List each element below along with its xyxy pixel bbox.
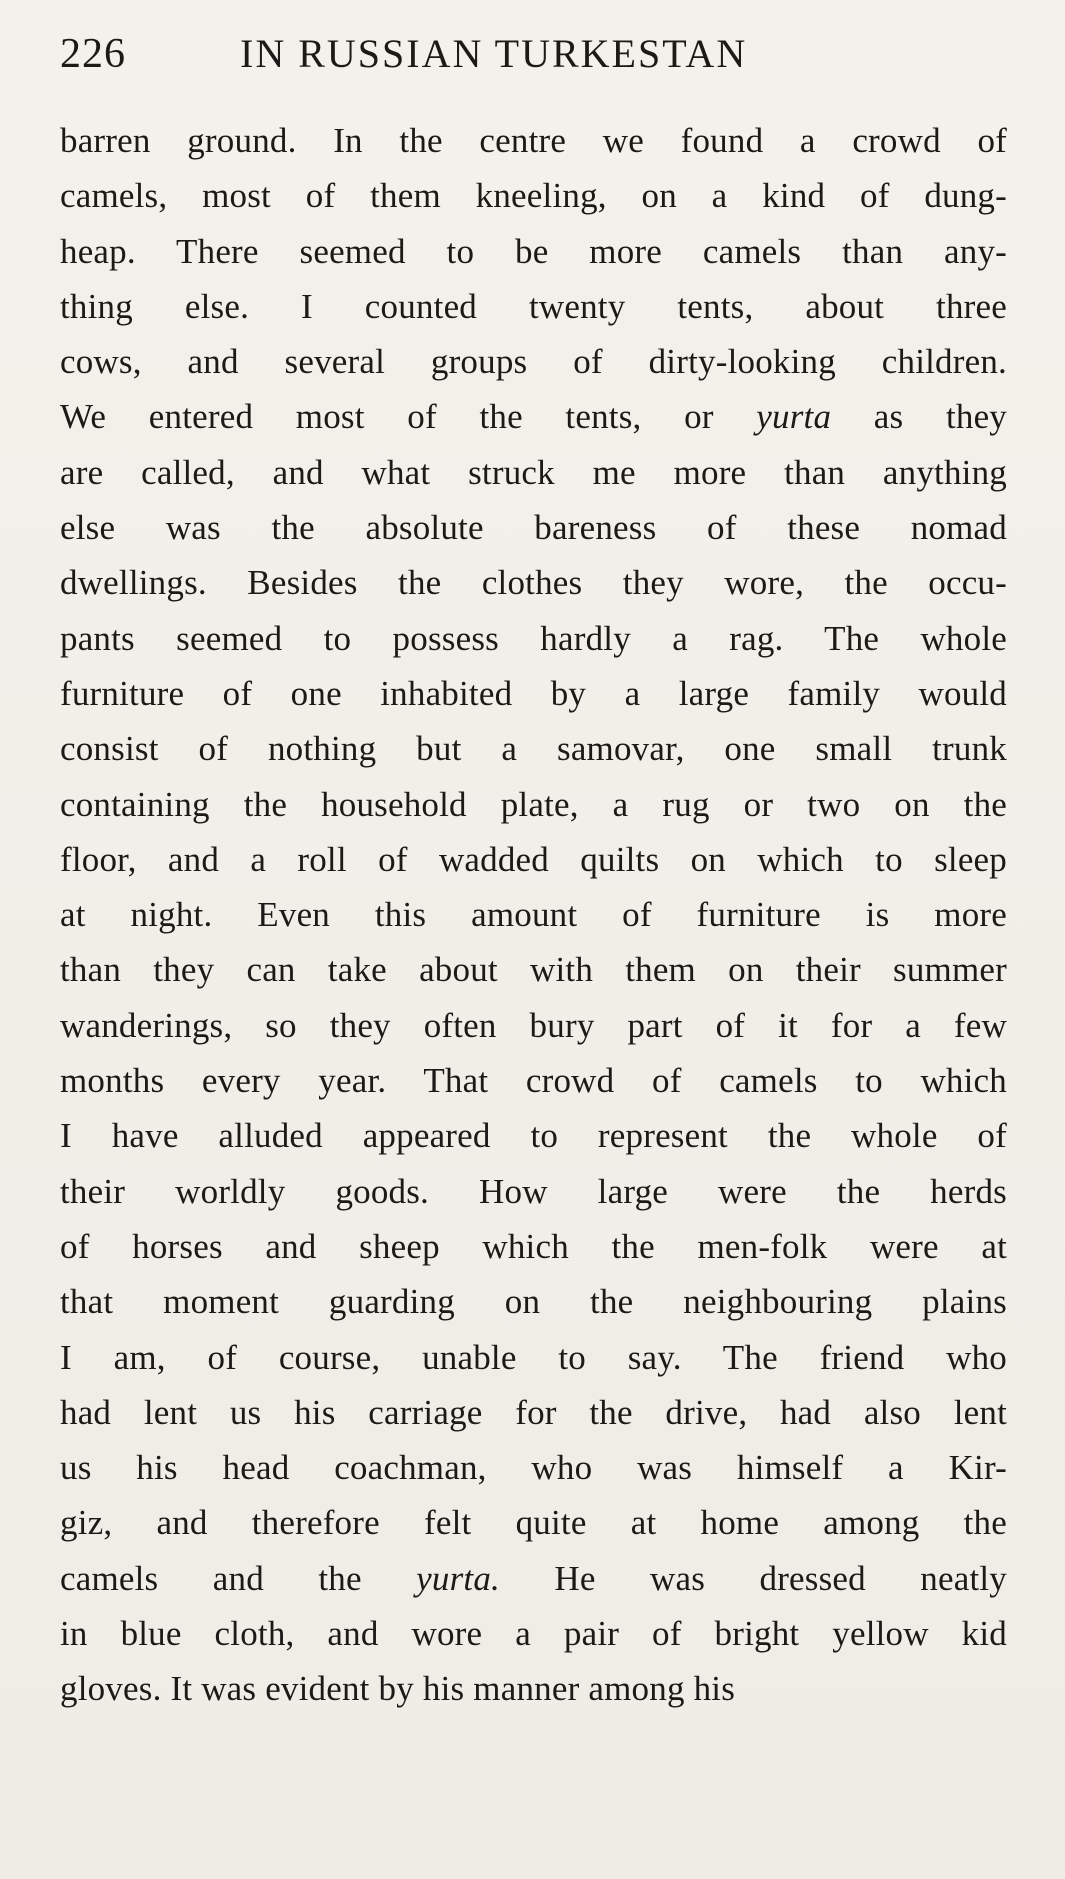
page-number: 226: [60, 31, 126, 77]
text-line: consist of nothing but a samovar, one small trunk: [60, 729, 1007, 769]
text-line: else was the absolute bareness of these nomad: [60, 508, 1007, 548]
text-line: heap. There seemed to be more camels than any-: [60, 231, 1007, 271]
text-span: We entered most of the tents, or: [60, 397, 757, 437]
text-line: barren ground. In the centre we found a crowd of: [60, 121, 1007, 160]
italic-word: yurta.: [416, 1558, 500, 1598]
text-line: I have alluded appeared to represent the whole of: [60, 1116, 1007, 1156]
text-line: in blue cloth, and wore a pair of bright yellow kid: [60, 1614, 1007, 1654]
text-line: us his head coachman, who was himself a Kir-: [60, 1448, 1007, 1488]
text-line: that moment guarding on the neighbouring plains: [60, 1282, 1007, 1322]
text-line: at night. Even this amount of furniture is more: [60, 895, 1007, 935]
text-line: gloves. It was evident by his manner among his: [60, 1669, 736, 1709]
italic-word: yurta: [756, 397, 832, 437]
running-title: IN RUSSIAN TURKESTAN: [240, 31, 748, 76]
text-line: thing else. I counted twenty tents, about three: [60, 286, 1007, 326]
text-line: camels, most of them kneeling, on a kind of dung-: [60, 176, 1007, 216]
text-line: cows, and several groups of dirty-looking children.: [60, 342, 1007, 382]
text-line: wanderings, so they often bury part of it for a few: [60, 1005, 1007, 1045]
text-line: furniture of one inhabited by a large family would: [60, 673, 1007, 713]
running-head: [60, 30, 830, 90]
text-line: months every year. That crowd of camels to which: [60, 1061, 1007, 1101]
body-text: [60, 113, 1007, 1717]
text-line: floor, and a roll of wadded quilts on which to sleep: [60, 839, 1007, 879]
text-line: giz, and therefore felt quite at home among the: [60, 1503, 1007, 1543]
text-line: their worldly goods. How large were the herds: [60, 1171, 1007, 1211]
text-line: containing the household plate, a rug or two on the: [60, 784, 1007, 824]
text-line: [60, 389, 1007, 444]
text-line: pants seemed to possess hardly a rag. The whole: [60, 618, 1007, 658]
text-line: I am, of course, unable to say. The friend who: [60, 1337, 1007, 1377]
text-line: dwellings. Besides the clothes they wore, the occu-: [60, 563, 1007, 603]
text-line: [60, 1551, 1007, 1606]
text-span: as they: [831, 397, 1008, 437]
text-line: of horses and sheep which the men-folk were at: [60, 1226, 1007, 1266]
text-line: than they can take about with them on their summer: [60, 950, 1007, 990]
text-line: are called, and what struck me more than anything: [60, 452, 1007, 492]
text-line: had lent us his carriage for the drive, had also lent: [60, 1392, 1007, 1432]
text-span: He was dressed neatly: [499, 1558, 1007, 1598]
text-span: camels and the: [60, 1558, 417, 1598]
